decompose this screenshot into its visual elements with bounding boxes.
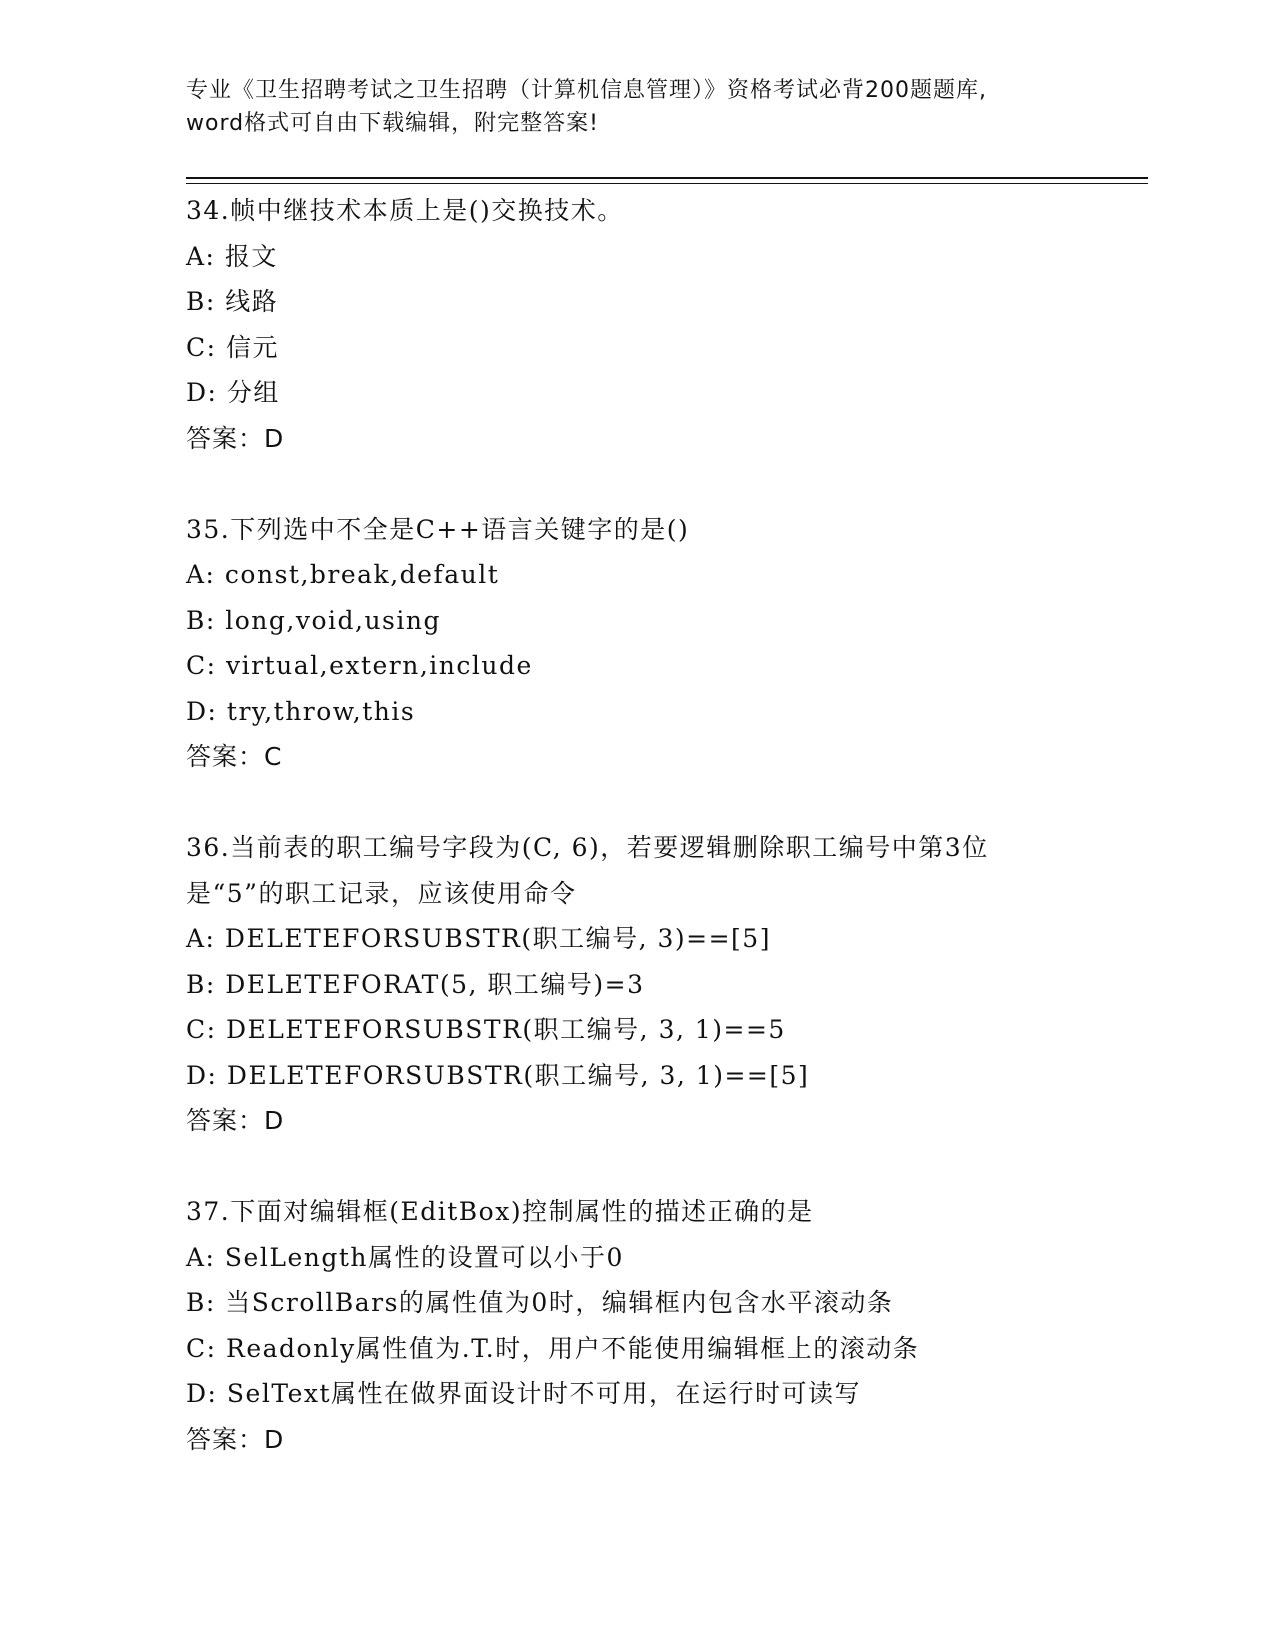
option-d: D: 分组: [186, 378, 280, 407]
header-divider-thick: [186, 177, 1148, 179]
option-b: B: DELETEFORAT(5, 职工编号)=3: [186, 969, 645, 999]
option-c: C: virtual,extern,include: [186, 651, 533, 680]
question-title: 34.帧中继技术本质上是()交换技术。: [186, 196, 624, 225]
question-title-line-1: 36.当前表的职工编号字段为(C, 6)，若要逻辑删除职工编号中第3位: [186, 833, 989, 862]
option-d: D: DELETEFORSUBSTR(职工编号, 3, 1)==[5]: [186, 1060, 810, 1090]
header-divider-thin: [186, 183, 1148, 184]
header-line-2: word格式可自由下载编辑，附完整答案!: [186, 111, 599, 136]
answer-line: 答案：D: [186, 1106, 285, 1135]
answer-line: 答案：D: [186, 1424, 285, 1454]
option-a: A: 报文: [186, 241, 278, 271]
option-a: A: DELETEFORSUBSTR(职工编号, 3)==[5]: [186, 924, 771, 953]
document-header: [186, 74, 1066, 140]
option-b: B: 线路: [186, 287, 279, 316]
question-title: 35.下列选中不全是C++语言关键字的是(): [186, 514, 690, 544]
answer-line: 答案：D: [186, 423, 285, 453]
spacer: [186, 461, 1086, 507]
spacer: [186, 780, 1086, 826]
option-c: C: DELETEFORSUBSTR(职工编号, 3, 1)==5: [186, 1015, 786, 1044]
question-35: [186, 507, 1086, 780]
option-b: B: long,void,using: [186, 605, 441, 635]
question-36: [186, 825, 1086, 1144]
question-37: [186, 1189, 1086, 1462]
option-a: A: SelLength属性的设置可以小于0: [186, 1242, 624, 1272]
question-title-line-2: 是“5”的职工记录，应该使用命令: [186, 878, 577, 908]
answer-line: 答案：C: [186, 742, 283, 771]
option-a: A: const,break,default: [186, 560, 500, 589]
option-b: B: 当ScrollBars的属性值为0时，编辑框内包含水平滚动条: [186, 1288, 894, 1317]
option-c: C: 信元: [186, 332, 279, 362]
question-title: 37.下面对编辑框(EditBox)控制属性的描述正确的是: [186, 1197, 814, 1226]
option-d: D: SelText属性在做界面设计时不可用，在运行时可读写: [186, 1379, 862, 1408]
option-c: C: Readonly属性值为.T.时，用户不能使用编辑框上的滚动条: [186, 1333, 920, 1363]
question-34: [186, 188, 1086, 461]
option-d: D: try,throw,this: [186, 696, 416, 726]
spacer: [186, 1144, 1086, 1190]
header-line-1: 专业《卫生招聘考试之卫生招聘（计算机信息管理）》资格考试必背200题题库,: [186, 78, 987, 103]
question-list: [186, 188, 1086, 1462]
